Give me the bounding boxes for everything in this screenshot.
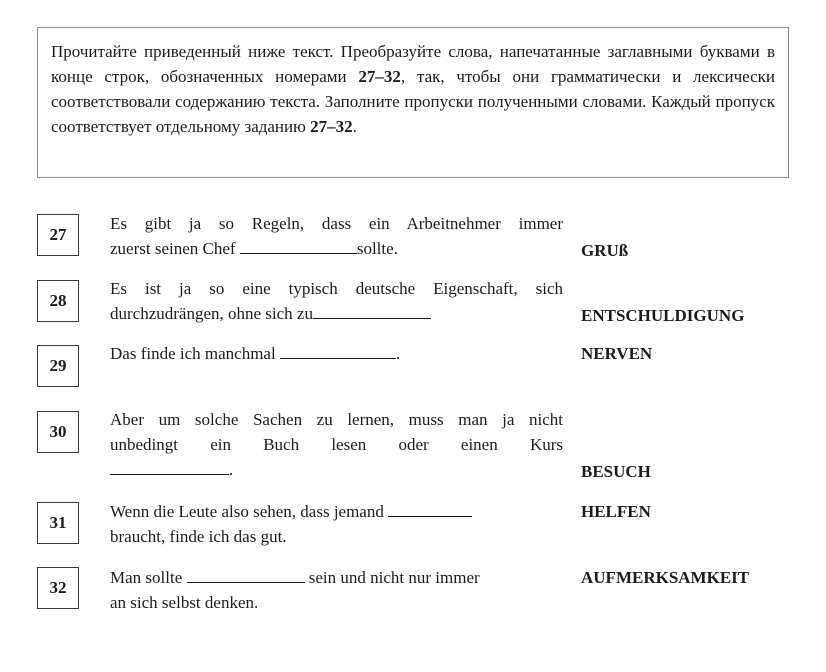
source-word: ENTSCHULDIGUNG (581, 306, 745, 325)
text-after-gap: . (395, 344, 401, 363)
instructions-text-2: , так, чтобы они грамматически и лексически соответствовали содержанию текста. Заполните пропуски полученными словами. Каждый пропуск соответствует отдельному заданию (51, 67, 775, 136)
instructions-text-3: . (352, 117, 357, 136)
task-range-2: 27–32 (310, 117, 353, 136)
task-number: 32 (37, 567, 79, 609)
task-line: Es ist ja so eine typisch deutsche Eigenschaft, sich (110, 279, 563, 298)
task-line (110, 565, 563, 590)
task-line: an sich selbst denken. (110, 593, 259, 612)
task-range: 27–32 (358, 67, 401, 86)
text-before-gap: durchzudrängen, ohne sich zu (110, 304, 313, 323)
task-number: 29 (37, 345, 79, 387)
task-text (110, 565, 563, 615)
text-before-gap: Das finde ich manchmal (110, 344, 280, 363)
task-line: unbedingt ein Buch lesen oder einen Kurs (110, 435, 563, 454)
text-before-gap: Man sollte (110, 568, 187, 587)
instructions-box (37, 27, 789, 178)
task-line (110, 236, 563, 261)
text-after-gap: sollte. (356, 239, 398, 258)
task-number: 28 (37, 280, 79, 322)
task-text (110, 499, 563, 549)
task-line: braucht, finde ich das gut. (110, 527, 287, 546)
task-number: 27 (37, 214, 79, 256)
task-line (110, 341, 563, 366)
answer-blank[interactable] (280, 342, 396, 359)
source-word: BESUCH (581, 462, 651, 481)
source-word: GRUß (581, 241, 629, 260)
task-number: 31 (37, 502, 79, 544)
task-text (110, 407, 563, 482)
task-line: Es gibt ja so Regeln, dass ein Arbeitnehmer immer (110, 214, 563, 233)
answer-blank[interactable] (110, 458, 229, 475)
answer-blank[interactable] (313, 302, 431, 319)
answer-blank[interactable] (187, 566, 305, 583)
text-after-gap: . (229, 460, 234, 479)
instructions-text: Прочитайте приведенный ниже текст. Преобразуйте слова, напечатанные заглавными буквами в конце строк, обозначенных номерами (51, 42, 775, 86)
source-word: NERVEN (581, 344, 653, 363)
answer-blank[interactable] (240, 237, 357, 254)
task-line (110, 457, 563, 482)
source-word: HELFEN (581, 502, 651, 521)
task-text (110, 341, 563, 366)
task-number: 30 (37, 411, 79, 453)
text-before-gap: Wenn die Leute also sehen, dass jemand (110, 502, 389, 521)
source-word: AUFMERKSAMKEIT (581, 568, 750, 587)
task-line (110, 301, 563, 326)
task-line (110, 499, 563, 524)
answer-blank[interactable] (388, 500, 472, 517)
text-after-gap: sein und nicht nur immer (304, 568, 480, 587)
task-text (110, 276, 563, 326)
text-before-gap: zuerst seinen Chef (110, 239, 240, 258)
task-line: Aber um solche Sachen zu lernen, muss man ja nicht (110, 410, 563, 429)
task-text (110, 211, 563, 261)
